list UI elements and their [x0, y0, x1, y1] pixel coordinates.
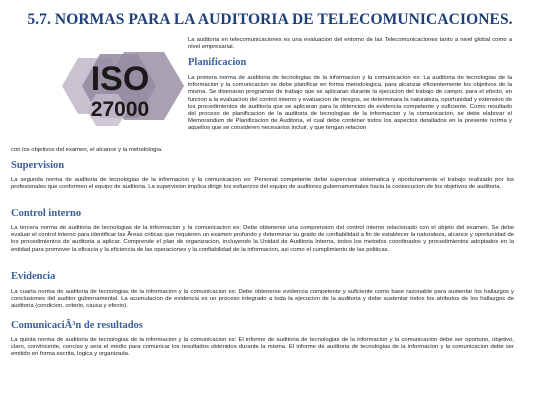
section-heading-control-interno: Control interno — [11, 208, 82, 219]
section-text-comunicacion: La quinta norma de auditoria de tecnologias de la informacion y la comunicacion es: El informe de auditoria de tecnologias de la informacion y la comunicacion debe ser oportuno, objetivo, claro, convincente, conciso y sera el medio para comunicar los resultados obtenidos durante la misma. El informe de auditoria de tecnologias de la informacion y la comunicacion debe ser emitido en forma escrita, logica y organizada. — [11, 337, 514, 358]
section-text-supervision: La segunda norma de auditoria de tecnologias de la informacion y la comunicacion es: Personal competente debe supervisar sistematica y oportunamente el trabajo realizado por los profesionales que conformen el equipo de auditoria. La supervision implica dirigir los esfuerzos del equipo de auditores gubernamentales hacia la consecucion de los objetivos de auditoria. — [11, 177, 514, 191]
section-heading-planificacion: Planificacion — [188, 57, 247, 68]
iso-27000-logo — [56, 36, 188, 136]
section-text-planificacion: La primera norma de auditoria de tecnologias de la informacion y la comunicacion es: La auditoria de tecnologias de la informacion y la comunicacion se debe planificar en forma metodologica, para alcanzar eficientemente los objetivos de la misma. Se disenaran programas de trabajo que se aplicaran durante la ejecucion del trabajo de campo, para el efecto, en funcion a la evaluacion del control interno y evaluacion de riesgos, se determinara la naturaleza, oportunidad y extension de los procedimientos de auditoria que se aplicaran para la obtencion de evidencia competente y suficiente. Como resultado del proceso de planificacion de la auditoria de tecnologias de la informacion y la comunicacion, se debe elaborar el Memorandum de Planificacion de Auditoria, el cual debe contener todos los aspectos detallados en la presente norma y aquellos que se consideren necesarios incluir, y que tengan relacion — [188, 75, 512, 132]
intro-paragraph: La auditoria en telecomunicaciones es una evaluacion del entorno de las Telecomunicaciones tanto a nivel global como a nivel empresarial. — [188, 37, 512, 51]
logo-text-27000: 27000 — [90, 98, 150, 121]
logo-text-iso: ISO — [90, 60, 150, 98]
section-text-evidencia: La cuarta norma de auditoria de tecnologias de la informacion y la comunicacion es: Debe obtenerse evidencia competente y suficiente como base razonable para sustentar los hallazgos y conclusiones del auditor gubernamental. La acumulacion de evidencia es un proceso integrado a toda la ejecucion de la auditoria y debe sustentar todos los atributos de los hallazgos de auditoria (condicion, criterio, causa y efecto). — [11, 289, 514, 310]
section-heading-evidencia: Evidencia — [11, 271, 56, 282]
section-heading-supervision: Supervision — [11, 160, 65, 171]
page-title: 5.7. NORMAS PARA LA AUDITORIA DE TELECOMUNICACIONES. — [27, 11, 513, 28]
section-text-planificacion-cont: con los objetivos del examen, el alcance y la metodologia. — [11, 147, 163, 153]
section-heading-comunicacion: ComunicaciÃ³n de resultados — [11, 320, 143, 331]
section-text-control-interno: La tercera norma de auditoria de tecnologias de la informacion y la comunicacion es: Debe obtenerse una comprension del control interno relacionado con el objeto del examen. Se debe evaluar el control interno para identificar las Ãreas criticas que requieren un examen profundo y determinar su grado de confiabilidad a fin de establecer la naturaleza, alcance y oportunidad de los procedimientos de auditoria a aplicar. Comprende el plan de organizacion, incluyendo la Unidad de Auditoria Interna, todos los metodos coordinados y procedimientos adoptados en la entidad para promover la eficacia y la eficiencia de las operaciones y la confiabilidad de la informacion, asi como el cumplimiento de las politicas. — [11, 225, 514, 253]
